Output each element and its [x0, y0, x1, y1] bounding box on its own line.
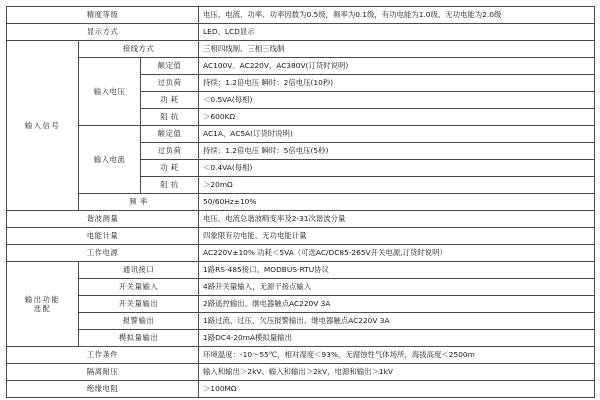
group-label-input-signal: 输入信号 [7, 41, 79, 211]
row-label-display: 显示方式 [7, 24, 199, 41]
row-value-accuracy: 电压、电流、功率、功率因数为0.5级，频率为0.1级，有功电能为1.0级、无功电能为2.0级 [199, 7, 595, 24]
row-value-voltage-impedance: ＞600KΩ [199, 109, 595, 126]
row-label-voltage-impedance: 阻 抗 [141, 109, 199, 126]
table-row [7, 296, 595, 313]
row-value-di: 4路开关量输入，无源干接点输入 [199, 279, 595, 296]
row-label-energy: 电能计量 [7, 228, 199, 245]
row-value-voltage-consumption: ＜0.5VA(每相) [199, 92, 595, 109]
row-value-alarm-output: 1路过流、过压、欠压报警输出、继电器触点AC220V 3A [199, 313, 595, 330]
row-value-display: LED、LCD显示 [199, 24, 595, 41]
table-row [7, 24, 595, 41]
table-row [7, 7, 595, 24]
row-label-current-overload: 过负荷 [141, 143, 199, 160]
subgroup-label-input-current: 输入电流 [79, 126, 141, 194]
row-label-power-supply: 工作电源 [7, 245, 199, 262]
row-label-current-consumption: 功 耗 [141, 160, 199, 177]
table-row [7, 194, 595, 211]
row-label-insulation: 绝缘电阻 [7, 381, 199, 398]
row-label-voltage-overload: 过负荷 [141, 75, 199, 92]
row-value-insulation: ＞100MΩ [199, 381, 595, 398]
table-row [7, 381, 595, 398]
row-value-current-impedance: ＞20mΩ [199, 177, 595, 194]
row-label-do: 开关量输出 [79, 296, 199, 313]
specification-table [6, 6, 595, 398]
row-value-power-supply: AC220V±10% 功耗＜5VA（可选AC/DC85-265V开关电源,订货时说明） [199, 245, 595, 262]
row-value-energy: 四象限有功电能、无功电能计量 [199, 228, 595, 245]
row-label-frequency: 频 率 [79, 194, 199, 211]
row-label-working-condition: 工作条件 [7, 347, 199, 364]
row-label-voltage-consumption: 功 耗 [141, 92, 199, 109]
row-label-comm-interface: 通讯接口 [79, 262, 199, 279]
table-row [7, 313, 595, 330]
row-label-accuracy: 精度等级 [7, 7, 199, 24]
row-value-frequency: 50/60Hz±10% [199, 194, 595, 211]
row-value-voltage-overload: 持续：1.2倍电压 瞬时：2倍电压(10秒) [199, 75, 595, 92]
table-row [7, 347, 595, 364]
row-label-withstand-voltage: 隔离耐压 [7, 364, 199, 381]
subgroup-label-input-voltage: 输入电压 [79, 58, 141, 126]
table-row [7, 41, 595, 58]
table-row [7, 58, 595, 75]
row-value-analog-output: 1路DC4-20mA模拟量输出 [199, 330, 595, 347]
row-value-harmonic: 电压、电流总谐波畸变率及2-31次谐波分量 [199, 211, 595, 228]
table-row [7, 364, 595, 381]
row-label-voltage-rated: 额定值 [141, 58, 199, 75]
table-row [7, 330, 595, 347]
row-label-alarm-output: 报警输出 [79, 313, 199, 330]
row-value-wiring: 三相四线制、三相三线制 [199, 41, 595, 58]
row-value-voltage-rated: AC100V、AC220V、AC380V(订货时说明) [199, 58, 595, 75]
row-value-working-condition: 环境温度：-10～55℃，相对湿度＜93%，无腐蚀性气体场所，海拔高度＜2500m [199, 347, 595, 364]
row-value-current-overload: 持续：1.2倍电压 瞬时：5倍电压(5秒) [199, 143, 595, 160]
table-row [7, 262, 595, 279]
output-options-label-line2: 选配 [33, 304, 52, 313]
row-label-current-rated: 额定值 [141, 126, 199, 143]
row-value-current-rated: AC1A、AC5A(订货时说明) [199, 126, 595, 143]
table-row [7, 126, 595, 143]
row-value-comm-interface: 1路RS-485接口、MODBUS-RTU协议 [199, 262, 595, 279]
row-value-withstand-voltage: 输入和输出＞2kV、输入和输出＞2kV，电源和输出＞1kV [199, 364, 595, 381]
row-label-current-impedance: 阻 抗 [141, 177, 199, 194]
row-label-harmonic: 谐波测量 [7, 211, 199, 228]
table-row [7, 211, 595, 228]
row-label-wiring: 接线方式 [79, 41, 199, 58]
table-row [7, 279, 595, 296]
table-row [7, 228, 595, 245]
row-label-di: 开关量输入 [79, 279, 199, 296]
group-label-output-options [7, 262, 79, 347]
row-value-do: 2路遥控输出、继电器触点AC220V 3A [199, 296, 595, 313]
output-options-label-line1: 输出功能 [24, 294, 61, 304]
table-row [7, 245, 595, 262]
row-label-analog-output: 模拟量输出 [79, 330, 199, 347]
row-value-current-consumption: ＜0.4VA(每相) [199, 160, 595, 177]
